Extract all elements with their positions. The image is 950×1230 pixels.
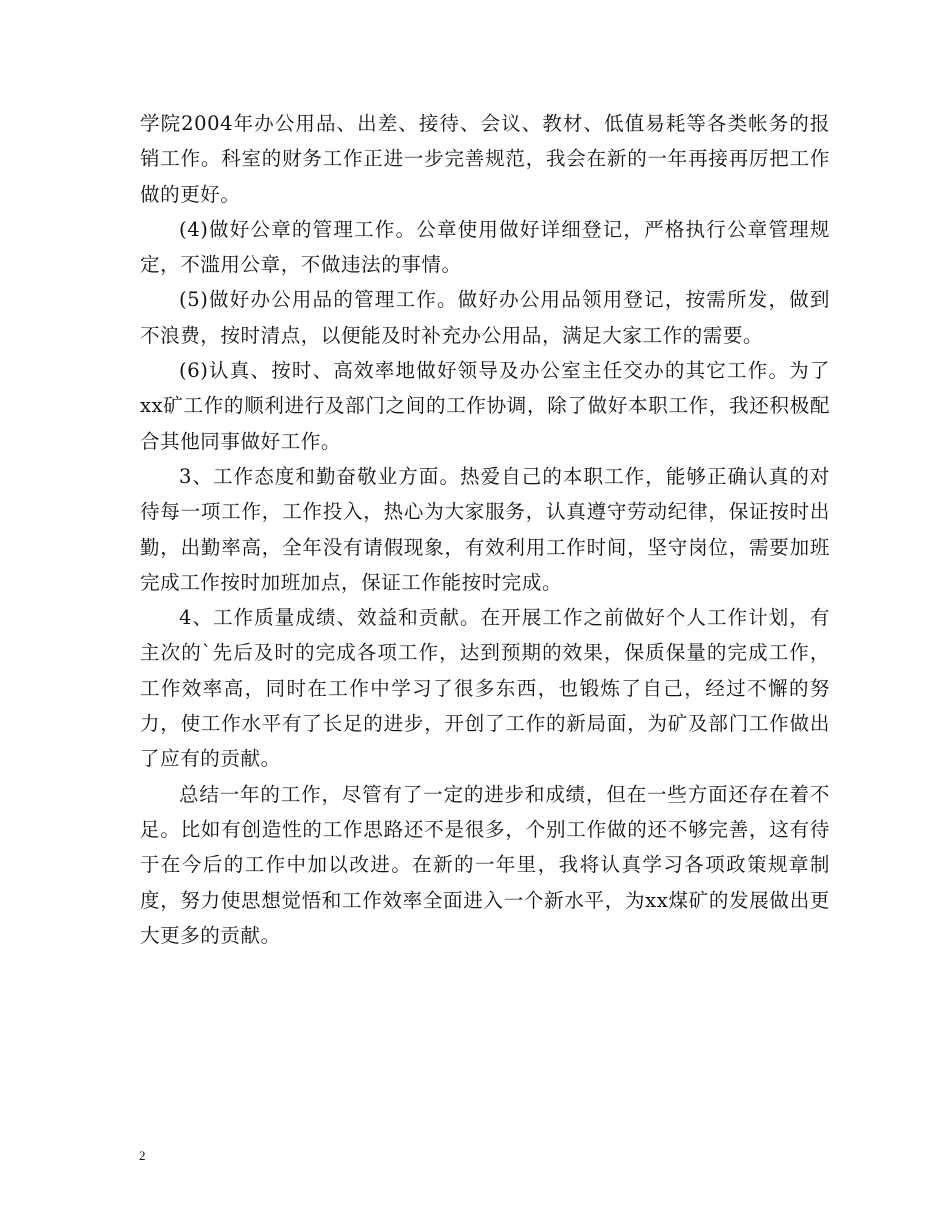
paragraph-7: 总结一年的工作，尽管有了一定的进步和成绩，但在一些方面还存在着不足。比如有创造性的工作思路还不是很多，个别工作做的还不够完善，这有待于在今后的工作中加以改进。在新的一年里，我将认真学习各项政策规章制度，努力使思想觉悟和工作效率全面进入一个新水平，为xx煤矿的发展做出更大更多的贡献。 [140,782,830,947]
page-number: 2 [139,1148,146,1163]
paragraph-6: 4、工作质量成绩、效益和贡献。在开展工作之前做好个人工作计划，有主次的`先后及时的完成各项工作，达到预期的效果，保质保量的完成工作，工作效率高，同时在工作中学习了很多东西，也锻炼了自己，经过不懈的努力，使工作水平有了长足的进步，开创了工作的新局面，为矿及部门工作做出了应有的贡献。 [140,606,830,771]
paragraph-1: 学院2004年办公用品、出差、接待、会议、教材、低值易耗等各类帐务的报销工作。科室的财务工作正进一步完善规范，我会在新的一年再接再厉把工作做的更好。 [140,112,830,206]
paragraph-5: 3、工作态度和勤奋敬业方面。热爱自己的本职工作，能够正确认真的对待每一项工作，工作投入，热心为大家服务，认真遵守劳动纪律，保证按时出勤，出勤率高，全年没有请假现象，有效利用工作时间，坚守岗位，需要加班完成工作按时加班加点，保证工作能按时完成。 [140,464,830,594]
document-body [140,106,830,953]
paragraph-2: (4)做好公章的管理工作。公章使用做好详细登记，严格执行公章管理规定，不滥用公章，不做违法的事情。 [140,217,830,277]
paragraph-4: (6)认真、按时、高效率地做好领导及办公室主任交办的其它工作。为了xx矿工作的顺利进行及部门之间的工作协调，除了做好本职工作，我还积极配合其他同事做好工作。 [140,359,830,453]
paragraph-3: (5)做好办公用品的管理工作。做好办公用品领用登记，按需所发，做到不浪费，按时清点，以便能及时补充办公用品，满足大家工作的需要。 [140,288,830,347]
